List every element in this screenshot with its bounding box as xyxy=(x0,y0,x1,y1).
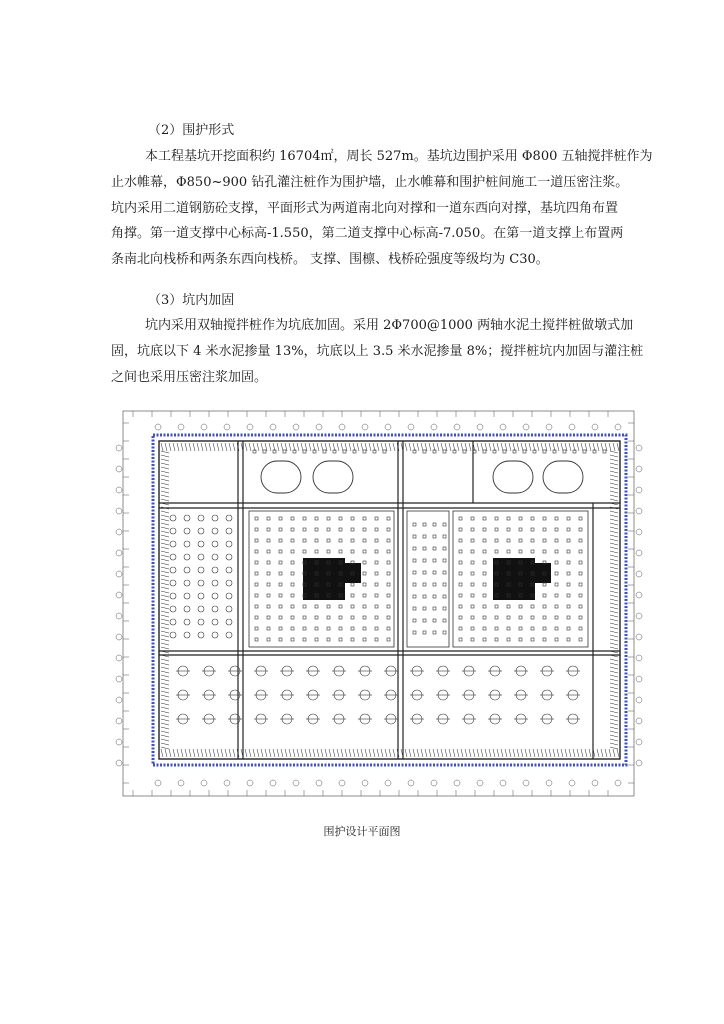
axis-bubbles xyxy=(116,424,642,786)
paragraph-line: 坑内采用双轴搅拌桩作为坑底加固。采用 2Φ700@1000 两轴水泥土搅拌桩做墩式加 xyxy=(145,318,634,333)
figure-caption: 围护设计平面图 xyxy=(323,825,401,838)
paragraph-line: 条南北向栈桥和两条东西向栈桥。 支撑、围檩、栈桥砼强度等级均为 C30。 xyxy=(111,252,549,268)
dimension-frame xyxy=(123,411,634,796)
paragraph-line: 止水帷幕，Φ850~900 钻孔灌注桩作为围护墙，止水帷幕和围护桩间施工一道压密注浆。 xyxy=(111,174,629,190)
paragraph-line: 固，坑底以下 4 米水泥掺量 13%，坑底以上 3.5 米水泥掺量 8%；搅拌桩坑内加固与灌注桩 xyxy=(111,343,644,359)
paragraph-retaining-form xyxy=(111,144,653,273)
retaining-plan-drawing xyxy=(113,403,644,804)
paragraph-line: 之间也采用压密注浆加固。 xyxy=(111,369,268,385)
paragraph-line: 角撑。第一道支撑中心标高-1.550，第二道支撑中心标高-7.050。在第一道支撑上布置两 xyxy=(111,226,624,242)
waling-beam xyxy=(159,441,620,759)
column-piles xyxy=(170,450,606,724)
section-heading-retaining-form: （2）围护形式 xyxy=(148,123,235,138)
section-heading-pit-reinforcement: （3）坑内加固 xyxy=(148,293,235,308)
sump-ovals xyxy=(261,461,583,493)
paragraph-line: 本工程基坑开挖面积约 16704㎡，周长 527m。基坑边围护采用 Φ800 五轴搅拌桩作为 xyxy=(145,149,653,164)
retaining-wall-outline xyxy=(153,435,626,765)
paragraph-pit-reinforcement xyxy=(111,313,644,390)
paragraph-line: 坑内采用二道钢筋砼支撑，平面形式为两道南北向对撑和一道东西向对撑，基坑四角布置 xyxy=(111,200,619,216)
strut-grid xyxy=(159,441,620,759)
axis-grid-ticks xyxy=(123,411,634,796)
